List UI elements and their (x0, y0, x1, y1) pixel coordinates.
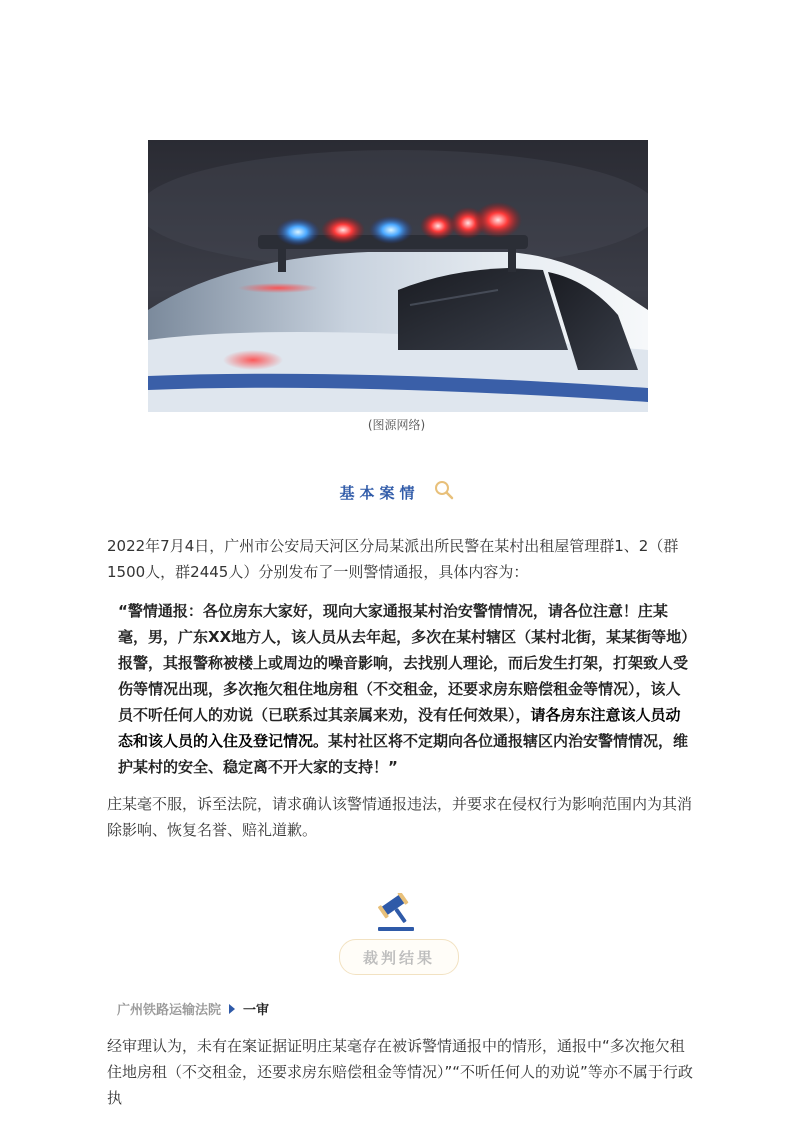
quote-text-end: 某村社区将不定期向各位通报辖区内治安警情情况，维护某村的安全、稳定离不开大家的支持！” (118, 732, 689, 776)
verdict-heading (339, 939, 459, 975)
court-line (117, 999, 269, 1018)
quote-emphasis: 请各房东注意该人员动态和该人员的入住及登记情况。 (118, 706, 681, 750)
intro-paragraph: 2022年7月4日，广州市公安局天河区分局某派出所民警在某村出租屋管理群1、2（群1500人，群2445人）分别发布了一则警情通报，具体内容为： (107, 537, 679, 581)
section-header (0, 480, 793, 504)
court-name: 广州铁路运输法院 (117, 1003, 222, 1018)
triangle-right-icon (229, 1004, 235, 1014)
ruling-paragraph: 经审理认为，未有在案证据证明庄某毫存在被诉警情通报中的情形，通报中“多次拖欠租住地房租（不交租金，还要求房东赔偿租金等情况）”“不听任何人的劝说”等亦不属于行政执 (107, 1037, 693, 1107)
section-title: 基本案情 (339, 483, 420, 502)
verdict-label: 裁判结果 (362, 948, 435, 967)
quote-text: “警情通报：各位房东大家好，现向大家通报某村治安警情情况，请各位注意！庄某毫，男，广东XX地方人，该人员从去年起，多次在某村辖区（某村北街，某某街等地）报警，其报警称被楼上或周边的噪音影响，去找别人理论，而后发生打架，打架致人受伤等情况出现，多次拖欠租住地房租（不交租金，还要求房东赔偿租金等情况），该人员不听任何人的劝说（已联系过其亲属来劝，没有任何效果）， (118, 602, 689, 724)
trial-stage: 一审 (243, 1003, 270, 1018)
police-car-photo (148, 140, 648, 412)
magnifier-icon (434, 480, 454, 504)
gavel-icon (374, 893, 418, 933)
police-notice-quote (118, 598, 690, 780)
claim-paragraph: 庄某毫不服，诉至法院，请求确认该警情通报违法，并要求在侵权行为影响范围内为其消除影响、恢复名誉、赔礼道歉。 (107, 795, 693, 839)
photo-caption: (图源网络) (367, 418, 426, 432)
